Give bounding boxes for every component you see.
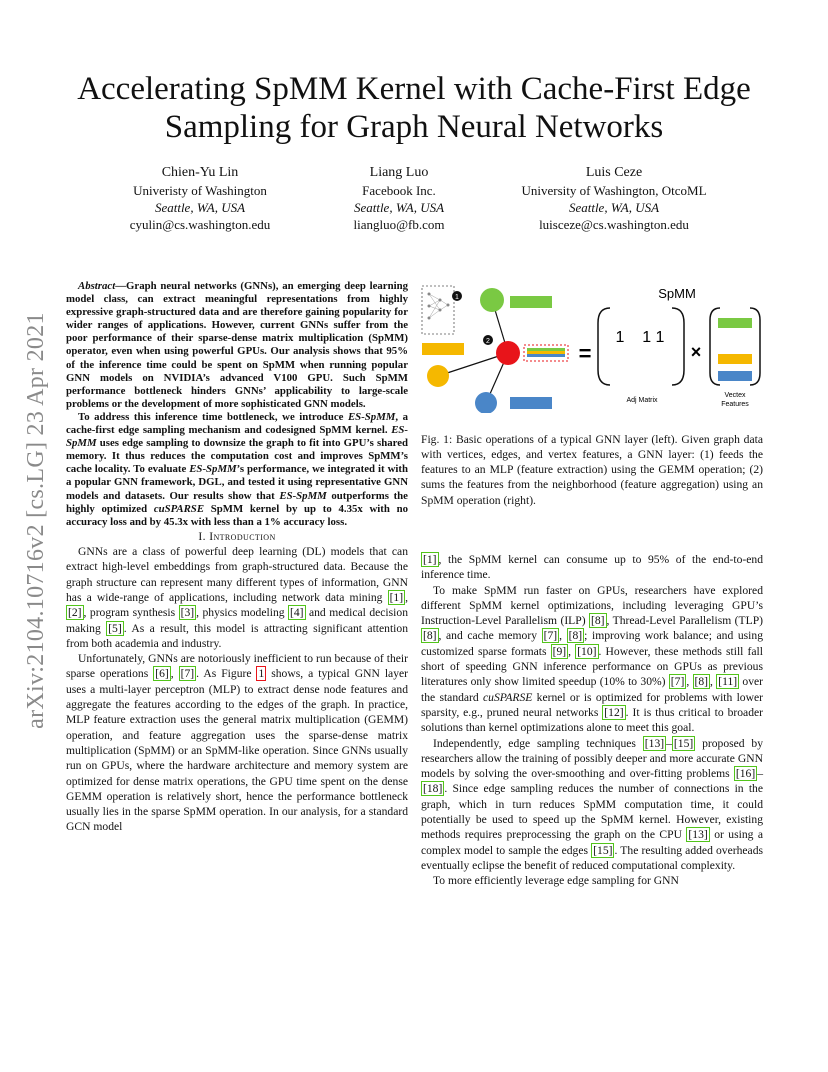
citation-link[interactable]: [12] [604, 705, 624, 719]
yellow-vertex [427, 365, 449, 387]
citation-link[interactable]: [9] [552, 644, 567, 658]
citation-link[interactable]: [6] [155, 667, 169, 681]
citation-link[interactable]: [7] [180, 667, 195, 681]
green-vertex [480, 288, 504, 312]
svg-text:1: 1 [455, 294, 459, 301]
author-name: Liang Luo [369, 165, 429, 180]
paper-title: Accelerating SpMM Kernel with Cache-First Edge Sampling for Graph Neural Networks [77, 71, 751, 145]
citation-link[interactable]: [8] [590, 614, 605, 628]
citation-link[interactable]: [10] [577, 644, 597, 658]
citation-link[interactable]: [2] [68, 606, 82, 620]
citation-link[interactable]: [5] [108, 621, 122, 635]
citation-link[interactable]: [4] [290, 606, 304, 620]
citation-link[interactable]: [16] [735, 767, 756, 781]
mlp-box [422, 286, 454, 334]
equals-sign: = [578, 341, 592, 366]
author-affiliation: University of Washington, OtcoML [521, 183, 707, 198]
citation-link[interactable]: [1] [389, 590, 404, 604]
citation-link[interactable]: [8] [568, 629, 583, 643]
author-block-3 [490, 164, 738, 233]
blue-vertex [475, 392, 497, 413]
adj-matrix-label: Adj Matrix [626, 397, 658, 404]
author-name: Luis Ceze [585, 165, 643, 180]
right-paragraph-0: [1] , the SpMM kernel can consume up to 95% of the end-to-end inference time. [421, 553, 763, 582]
right-paragraph-1: To make SpMM run faster on GPUs, researchers have explored different SpMM kernel optimizations, including leveraging GPU’s Instruction-Level Parallelism (ILP) [8] , Thread-Level Parallelism (TLP) [8] , and cache memory [7] , [8] ; improving work balance; and using customized sparse formats [9] , [10] . However, these methods still fall short of speeding GNN inference performance on GPUs as previous literatures only show limited speedup (10% to 30%) [7] , [8] , [11] over the standard cuSPARSE kernel or is optimized for problems with lower sparsity, e.g., pruned neural networks [12] . It is thus critical to broader solutions than kernel optimizations alone to meet this goal. [421, 583, 764, 735]
citation-link[interactable]: [15] [673, 736, 694, 750]
vector-green-row [718, 318, 752, 328]
vector-blue-row [718, 371, 752, 381]
citation-link[interactable]: [1] [423, 553, 437, 566]
green-feature [510, 296, 552, 308]
figure-1-caption: Fig. 1: Basic operations of a typical GNN layer (left). Given graph data with vertices, edges, and vertex features, a GNN layer: (1) feeds the features to an MLP (feature extraction) using the GEMM operation; (2) sums the features from the neighborhood (feature aggregation) using an SpMM operation (right). [421, 432, 763, 507]
citation-link[interactable]: [15] [593, 843, 613, 857]
author-affiliation: Univeristy of Washington [133, 183, 267, 198]
author-email[interactable]: liangluo@fb.com [353, 217, 445, 232]
red-vertex [496, 341, 520, 365]
right-column [421, 552, 763, 889]
author-location: Seattle, WA, USA [568, 200, 660, 215]
citation-link[interactable]: [8] [423, 629, 437, 643]
vectex-label: Vectex [724, 392, 746, 399]
matrix-right-bracket [672, 308, 684, 385]
author-block-1 [105, 164, 295, 233]
matrix-values: 1 1 1 [615, 329, 665, 346]
citation-link[interactable]: [13] [688, 828, 708, 842]
intro-paragraph-1: GNNs are a class of powerful deep learning (DL) models that can extract high-level embeddings from graph-structured data. Because the graph structure can represent many different types of information, GNN has a wide-range of applications, including network data mining [1] , [2] , program synthesis [3] , physics modeling [4] and medical decision making [5] . As a result, this model is attracting significant attention from both academia and industry. [66, 545, 408, 650]
right-paragraph-3: To more efficiently leverage edge sampling for GNN [433, 874, 679, 888]
intro-paragraph-2: Unfortunately, GNNs are notoriously inefficient to run because of their sparse operations [6] , [7] . As Figure 1 shows, a typical GNN layer uses a multi-layer perceptron (MLP) to extract dense node features and aggregate the features according to the edges of the graph. In practice, MLP feature extraction uses the general matrix multiplication (GEMM) operation, and feature aggregation uses the sparse-dense matrix multiplication (SpMM) or an SpMM-like operation. Since GNNs usually run on GPUs, where the hardware architecture and memory system are optimized for dense matrix operations, the GPU time spent on the dense GEMM operation is relatively short, hence the performance bottleneck usually lies in the sparse SpMM operation. In our analysis, for a standard GCN model [66, 652, 409, 834]
author-affiliation: Facebook Inc. [362, 183, 436, 198]
citation-link[interactable]: [3] [180, 606, 195, 620]
mlp-icon [429, 294, 448, 318]
yellow-feature [422, 343, 464, 355]
times-sign: × [690, 342, 702, 362]
citation-link[interactable]: [18] [423, 782, 443, 796]
abstract: Abstract—Graph neural networks (GNNs), an emerging deep learning model class, can extract meaningful representations from highly expressive graph-structured data and are therefore gaining popularity for wider ranges of applications. However, current GNNs suffer from the poor performance of their sparse-dense matrix multiplication (SpMM) operator, even when using powerful GPUs. Our analysis shows that 95% of the inference time could be spent on SpMM when running popular GNN models on NVIDIA’s advanced V100 GPU. Such SpMM performance bottleneck hinders GNNs’ applicability to large-scale problems or the development of more sophisticated GNN models. To address this inference time bottleneck, we introduce ES-SpMM, a cache-first edge sampling mechanism and codesigned SpMM kernel. ES-SpMM uses edge sampling to downsize the graph to fit into GPU’s shared memory. It thus reduces the computation cost and improves SpMM’s cache locality. To evaluate ES-SpMM’s performance, we integrated it with a popular GNN framework, DGL, and tested it using representative GNN models and datasets. Our results show that ES-SpMM outperforms the highly optimized cuSPARSE SpMM kernel by up to 4.35x with no accuracy loss and by 45.3x with less than a 1% accuracy loss. [66, 280, 409, 528]
spmm-label: SpMM [658, 286, 696, 301]
figure-link[interactable]: 1 [258, 667, 265, 681]
vector-yellow-row [718, 354, 752, 364]
citation-link[interactable]: [7] [670, 675, 685, 689]
author-name: Chien-Yu Lin [161, 165, 239, 180]
left-column [66, 280, 408, 835]
arxiv-identifier: arXiv:2104.10716v2 [cs.LG] 23 Apr 2021 [22, 311, 49, 729]
citation-link[interactable]: [8] [694, 675, 709, 689]
author-location: Seattle, WA, USA [353, 200, 445, 215]
figure-1-diagram [420, 278, 770, 413]
section-heading-introduction: I. Introduction [198, 529, 276, 543]
blue-feature [510, 397, 552, 409]
right-paragraph-2: Independently, edge sampling techniques [13] – [15] proposed by researchers allow the training of possibly deeper and more accurate GNN models by solving the over-smoothing and over-fitting problems [16] –[18] . Since edge sampling reduces the number of connections in the graph, which in turn reduces SpMM computation time, it could potentially be used to speed up the SpMM kernel. However, existing methods requires preprocessing the graph on the CPU [13] or using a complex model to sample the edges [15] . The resulting added overheads eventually eclipse the benefit of reduced computational complexity. [421, 736, 764, 872]
author-location: Seattle, WA, USA [154, 200, 246, 215]
author-block-2 [318, 164, 480, 233]
author-email[interactable]: cyulin@cs.washington.edu [129, 217, 271, 232]
citation-link[interactable]: [13] [644, 736, 665, 750]
features-label: Features [721, 401, 749, 408]
svg-text:2: 2 [486, 338, 490, 345]
citation-link[interactable]: [7] [543, 629, 558, 643]
citation-link[interactable]: [11] [718, 675, 738, 689]
matrix-left-bracket [598, 308, 610, 385]
author-email[interactable]: luisceze@cs.washington.edu [539, 217, 689, 232]
